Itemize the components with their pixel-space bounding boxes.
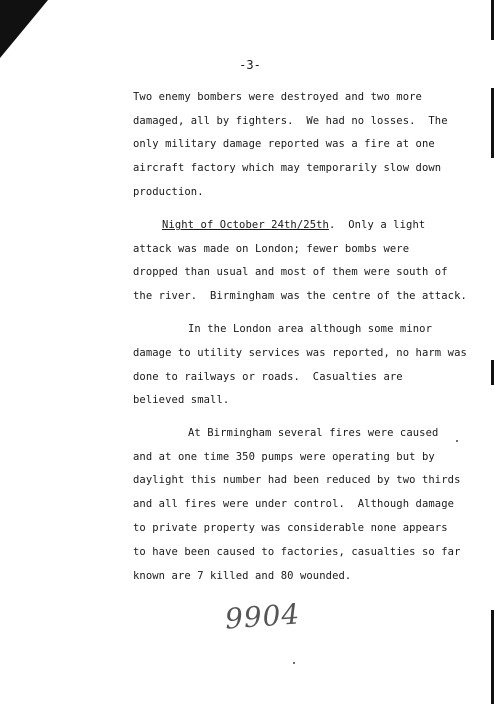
text-line: done to railways or roads. Casualties are <box>133 371 403 383</box>
text-line: and at one time 350 pumps were operating but by <box>133 451 435 463</box>
text-line: damage to utility services was reported, no harm was <box>133 347 467 359</box>
page-edge-mark <box>491 360 494 385</box>
text-line: At Birmingham several fires were caused <box>188 427 439 439</box>
text-line <box>162 219 425 231</box>
text-line: damaged, all by fighters. We had no losses. The <box>133 115 448 127</box>
page-edge-mark <box>491 610 494 704</box>
text-line: the river. Birmingham was the centre of the attack. <box>133 290 467 302</box>
text-line: only military damage reported was a fire at one <box>133 138 435 150</box>
scan-speck <box>293 662 295 664</box>
text-line: Two enemy bombers were destroyed and two more <box>133 91 422 103</box>
text-line: to private property was considerable none appears <box>133 522 448 534</box>
text-line: aircraft factory which may temporarily slow down <box>133 162 442 174</box>
text-line: believed small. <box>133 394 230 406</box>
text-line: In the London area although some minor <box>188 323 433 335</box>
page-edge-mark <box>491 88 494 158</box>
section-heading: Night of October 24th/25th <box>162 219 329 231</box>
handwritten-number: 9904 <box>223 597 302 636</box>
text-line: and all fires were under control. Although damage <box>133 498 455 510</box>
text-line: daylight this number had been reduced by two thirds <box>133 474 461 486</box>
text-line: known are 7 killed and 80 wounded. <box>133 570 352 582</box>
text-line: dropped than usual and most of them were south of <box>133 266 448 278</box>
page-edge-mark <box>491 0 494 40</box>
scan-speck <box>456 440 458 442</box>
page-number: -3- <box>239 58 261 72</box>
text-line: production. <box>133 186 204 198</box>
corner-mark <box>0 0 48 58</box>
text-span: . Only a light <box>328 219 426 231</box>
text-line: attack was made on London; fewer bombs were <box>133 243 410 255</box>
text-line: to have been caused to factories, casualties so far <box>133 546 461 558</box>
